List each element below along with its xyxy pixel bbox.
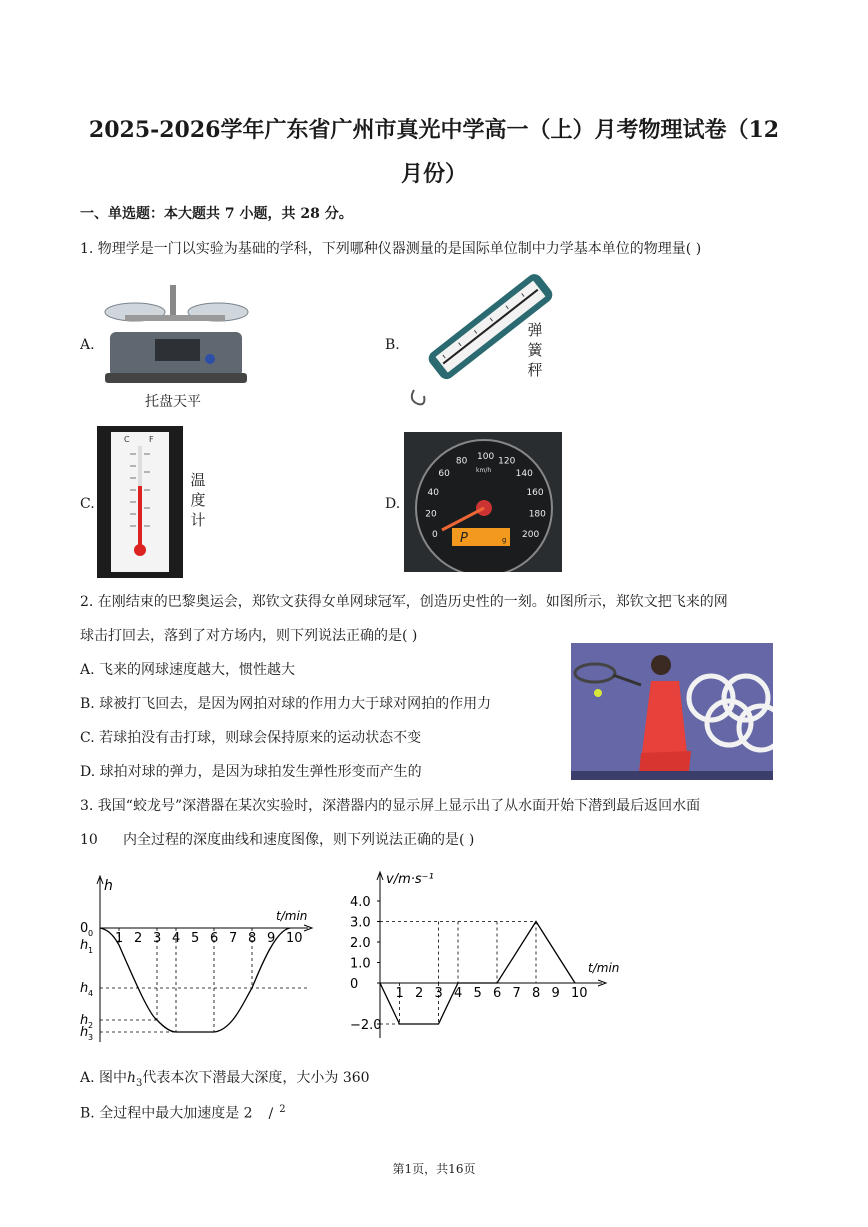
- speedo-tick-label: 20: [425, 509, 437, 520]
- question-3-stem-number: 10: [80, 832, 98, 848]
- speedo-tick-label: 80: [455, 456, 468, 467]
- q3-option-b: [80, 1100, 286, 1124]
- question-2-stem-line1: 2. 在刚结束的巴黎奥运会，郑钦文获得女单网球冠军，创造历史性的一刻。如图所示，郑钦文把飞来的网: [80, 594, 728, 610]
- y-tick-label: 3.0: [350, 915, 371, 931]
- question-2-stem-line2: 球击打回去，落到了对方场内，则下列说法正确的是( ): [80, 628, 418, 644]
- caption-char: 温: [190, 471, 206, 489]
- y-tick-label: 4.0: [350, 895, 371, 910]
- speedo-tick-label: 40: [427, 487, 439, 498]
- speedo-tick-label: 200: [522, 530, 540, 540]
- x-tick-label: 4: [172, 931, 181, 946]
- q3-option-a-text-post: 代表本次下潜最大深度，大小为 360: [142, 1070, 370, 1086]
- question-1-stem: 1. 物理学是一门以实验为基础的学科，下列哪种仪器测量的是国际单位制中力学基本单位的物理量( ): [80, 241, 702, 257]
- x-tick-label: 1: [395, 986, 404, 1001]
- speedo-tick-label: 0: [431, 530, 438, 540]
- thermo-f-label: F: [149, 435, 154, 444]
- x-tick-label: 1: [115, 931, 124, 946]
- speedo-tick-label: 120: [498, 456, 516, 467]
- q1-option-d-label: D.: [385, 496, 401, 512]
- q2-option-b: B. 球被打飞回去，是因为网拍对球的作用力大于球对网拍的作用力: [80, 696, 492, 712]
- speedo-gear: P: [460, 531, 468, 546]
- speedo-tick-label: 140: [515, 469, 533, 480]
- thermometer-caption: [189, 470, 207, 530]
- x-tick-label: 2: [134, 931, 143, 946]
- balance-scale-image: [100, 277, 250, 397]
- x-tick-label: 10: [571, 986, 588, 1001]
- page-footer: 第1页，共16页: [392, 1162, 476, 1176]
- caption-char: 度: [190, 491, 206, 509]
- caption-char: 弹: [527, 321, 543, 339]
- y-tick-label: 2.0: [350, 936, 371, 951]
- y-tick-label: 0: [350, 977, 359, 992]
- thermo-c-label: C: [124, 435, 130, 444]
- speedo-tick-label: 160: [526, 487, 544, 498]
- var-h: h: [127, 1070, 137, 1086]
- velocity-line: [380, 922, 575, 1025]
- axis-label-t: t/min: [588, 961, 620, 975]
- x-tick-label: 7: [512, 986, 521, 1001]
- velocity-chart: [340, 866, 635, 1046]
- section-heading: 一、单选题：本大题共 7 小题，共 28 分。: [80, 206, 353, 222]
- thermometer-image: [97, 426, 183, 578]
- q3-option-b-text: B. 全过程中最大加速度是 2: [80, 1105, 253, 1122]
- y-tick-label: h: [80, 938, 89, 953]
- y-tick-sub: 0: [88, 929, 94, 938]
- unit-slash: /: [268, 1105, 274, 1122]
- y-tick-label: 0: [80, 921, 89, 936]
- q3-option-a-text: A. 图中: [80, 1070, 128, 1086]
- speedo-tick-label: 180: [528, 509, 546, 520]
- q2-option-a: A. 飞来的网球速度越大，惯性越大: [80, 662, 296, 678]
- question-3-stem-line2: 内全过程的深度曲线和速度图像，则下列说法正确的是( ): [123, 832, 475, 848]
- caption-char: 簧: [527, 341, 543, 359]
- y-tick-label: h: [80, 981, 89, 996]
- spring-scale-caption: [526, 320, 544, 380]
- balance-caption: 托盘天平: [145, 394, 201, 410]
- x-tick-label: 2: [415, 986, 424, 1001]
- q1-option-a-label: A.: [80, 337, 95, 353]
- x-tick-label: 6: [210, 931, 219, 946]
- q3-option-a: [80, 1068, 370, 1094]
- caption-char: 计: [190, 511, 206, 529]
- x-tick-label: 5: [191, 931, 200, 946]
- y-tick-label: h: [80, 1013, 89, 1028]
- unit-exponent: 2: [279, 1104, 286, 1115]
- axis-label-t: t/min: [276, 909, 308, 923]
- x-tick-label: 9: [267, 931, 276, 946]
- x-tick-label: 4: [454, 986, 463, 1001]
- speedo-tick-label: 100: [477, 452, 495, 462]
- x-tick-label: 10: [286, 931, 303, 946]
- y-tick-sub: 3: [88, 1033, 94, 1042]
- x-tick-label: 8: [248, 931, 257, 946]
- axis-label-h: h: [104, 878, 113, 894]
- y-tick-label: 1.0: [350, 956, 371, 972]
- y-tick-label: h: [80, 1025, 89, 1040]
- x-tick-label: 9: [551, 986, 560, 1001]
- y-tick-label: −2.0: [350, 1018, 382, 1033]
- y-tick-sub: 1: [88, 946, 94, 955]
- page-title: 2025-2026学年广东省广州市真光中学高一（上）月考物理试卷（12: [88, 117, 780, 143]
- q2-option-d: D. 球拍对球的弹力，是因为球拍发生弹性形变而产生的: [80, 764, 422, 780]
- x-tick-label: 6: [493, 986, 502, 1001]
- x-tick-label: 8: [532, 986, 541, 1001]
- x-tick-label: 3: [434, 986, 443, 1001]
- q2-option-c: C. 若球拍没有击打球，则球会保持原来的运动状态不变: [80, 730, 422, 746]
- speedo-gear-sub: g: [502, 536, 507, 544]
- axis-label-v: v/m·s⁻¹: [386, 872, 434, 887]
- speedo-tick-label: 60: [438, 469, 450, 480]
- q1-option-b-label: B.: [385, 337, 400, 353]
- y-tick-sub: 2: [88, 1021, 94, 1030]
- depth-chart: [78, 870, 328, 1050]
- speedometer-image: [404, 432, 562, 572]
- x-tick-label: 7: [229, 931, 238, 946]
- caption-char: 秤: [527, 361, 543, 379]
- question-3-stem-line1: 3. 我国“蛟龙号”深潜器在某次实验时，深潜器内的显示屏上显示出了从水面开始下潜到最后返回水面: [80, 798, 701, 814]
- speedo-unit: km/h: [476, 467, 492, 474]
- q1-option-c-label: C.: [80, 496, 95, 512]
- tennis-player-photo: [571, 643, 773, 780]
- var-h-sub: 3: [136, 1077, 143, 1089]
- x-tick-label: 5: [473, 986, 482, 1001]
- page-title-line2: 月份）: [400, 161, 467, 187]
- y-tick-sub: 4: [88, 989, 94, 998]
- x-tick-label: 3: [153, 931, 162, 946]
